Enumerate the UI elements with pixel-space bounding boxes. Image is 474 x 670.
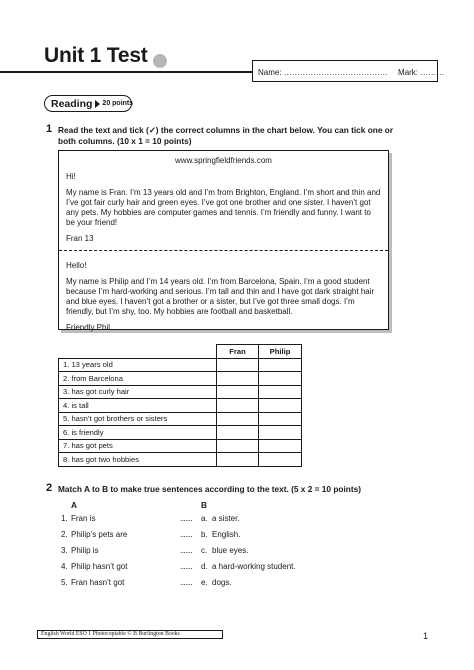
- match-row: [0, 545, 474, 556]
- question-2-number: 2: [46, 482, 53, 494]
- fran-tick-cell[interactable]: [217, 439, 259, 453]
- answer-blank[interactable]: .......: [180, 514, 193, 523]
- row-label: 4. is tall: [59, 399, 217, 413]
- match-letter: d.: [201, 562, 208, 571]
- match-number: 3.: [61, 546, 68, 555]
- philip-tick-cell[interactable]: [259, 412, 302, 426]
- table-row: [59, 412, 302, 426]
- philip-signature: Friendly Phil: [66, 323, 111, 332]
- answer-blank[interactable]: .......: [180, 546, 193, 555]
- website-url: www.springfieldfriends.com: [175, 156, 272, 165]
- question-1-instruction-line1: Read the text and tick (✓) the correct columns in the chart below. You can tick one or: [58, 125, 394, 135]
- page-number: 1: [423, 631, 429, 641]
- question-1-instruction-line2: both columns. (10 x 1 = 10 points): [58, 136, 192, 146]
- philip-tick-cell[interactable]: [259, 453, 302, 467]
- philip-tick-cell[interactable]: [259, 439, 302, 453]
- match-a-text: Fran is: [71, 514, 96, 523]
- match-a-text: Fran hasn’t got: [71, 578, 125, 587]
- column-philip: Philip: [259, 345, 302, 359]
- match-a-text: Philip hasn’t got: [71, 562, 128, 571]
- match-letter: a.: [201, 514, 208, 523]
- match-b-text: blue eyes.: [212, 546, 249, 555]
- fran-tick-cell[interactable]: [217, 412, 259, 426]
- philip-tick-cell[interactable]: [259, 399, 302, 413]
- match-number: 5.: [61, 578, 68, 587]
- match-a-text: Philip is: [71, 546, 99, 555]
- fran-greeting: Hi!: [66, 172, 76, 181]
- copyright-footer: English World ESO 1 Photocopiable © B Burlington Books: [37, 630, 223, 639]
- name-field[interactable]: Name: …………………………………: [258, 68, 388, 77]
- mark-field[interactable]: Mark: ………: [398, 68, 445, 77]
- match-row: [0, 561, 474, 572]
- title-dot: [153, 54, 167, 68]
- row-label: 3. has got curly hair: [59, 385, 217, 399]
- answer-blank[interactable]: .......: [180, 530, 193, 539]
- table-row: [59, 385, 302, 399]
- fran-tick-cell[interactable]: [217, 358, 259, 372]
- philip-tick-cell[interactable]: [259, 372, 302, 386]
- match-b-text: dogs.: [212, 578, 232, 587]
- match-number: 2.: [61, 530, 68, 539]
- tick-chart: [58, 344, 302, 467]
- match-row: [0, 513, 474, 524]
- section-points: 20 points: [102, 100, 134, 107]
- philip-tick-cell[interactable]: [259, 385, 302, 399]
- table-row: [59, 372, 302, 386]
- philip-tick-cell[interactable]: [259, 358, 302, 372]
- message-divider: [59, 250, 388, 251]
- fran-tick-cell[interactable]: [217, 426, 259, 440]
- philip-tick-cell[interactable]: [259, 426, 302, 440]
- match-b-text: a sister.: [212, 514, 240, 523]
- fran-tick-cell[interactable]: [217, 453, 259, 467]
- name-mark-box: [252, 60, 445, 82]
- column-fran: Fran: [217, 345, 259, 359]
- question-1-number: 1: [46, 123, 53, 135]
- column-a-heading: A: [71, 500, 77, 510]
- match-letter: c.: [201, 546, 208, 555]
- table-row: [59, 439, 302, 453]
- fran-tick-cell[interactable]: [217, 385, 259, 399]
- reading-section-badge: [44, 95, 132, 112]
- answer-blank[interactable]: .......: [180, 578, 193, 587]
- match-row: [0, 577, 474, 588]
- fran-tick-cell[interactable]: [217, 372, 259, 386]
- fran-signature: Fran 13: [66, 234, 94, 243]
- match-b-text: a hard-working student.: [212, 562, 296, 571]
- column-b-heading: B: [201, 500, 207, 510]
- table-row: [59, 426, 302, 440]
- table-row: [59, 453, 302, 467]
- fran-message: My name is Fran. I’m 13 years old and I’m from Brighton, England. I’m short and thin and I’ve got fair curly hair and green eyes. I’ve got one brother and one sister. I haven’t got any pets. My hobbies are computer games and tennis. I’m friendly and funny. I want to be your friend!: [66, 188, 381, 227]
- match-b-text: English.: [212, 530, 241, 539]
- match-a-text: Philip’s pets are: [71, 530, 128, 539]
- reading-text-box: [58, 150, 389, 330]
- match-letter: b.: [201, 530, 208, 539]
- row-label: 7. has got pets: [59, 439, 217, 453]
- table-row: [59, 399, 302, 413]
- section-label: Reading: [51, 97, 93, 110]
- philip-greeting: Hello!: [66, 261, 87, 270]
- row-label: 6. is friendly: [59, 426, 217, 440]
- table-row: [59, 358, 302, 372]
- match-number: 4.: [61, 562, 68, 571]
- triangle-arrow-icon: [95, 100, 100, 108]
- row-label: 2. from Barcelona: [59, 372, 217, 386]
- page-title: Unit 1 Test: [44, 44, 148, 67]
- answer-blank[interactable]: .......: [180, 562, 193, 571]
- question-2-instruction: Match A to B to make true sentences according to the text. (5 x 2 = 10 points): [58, 484, 361, 494]
- match-row: [0, 529, 474, 540]
- fran-tick-cell[interactable]: [217, 399, 259, 413]
- title-rule: [0, 71, 252, 73]
- match-letter: e.: [201, 578, 208, 587]
- match-number: 1.: [61, 514, 68, 523]
- chart-header-row: [59, 345, 302, 359]
- row-label: 1. 13 years old: [59, 358, 217, 372]
- row-label: 8. has got two hobbies: [59, 453, 217, 467]
- philip-message: My name is Philip and I’m 14 years old. I’m from Barcelona, Spain. I’m a good student because I’m hard-working and serious. I’m tall and thin and I have got dark straight hair and blue eyes. I haven’t got a brother or a sister, but I’ve got three small dogs. I’m friendly, but I’m shy, too. My hobbies are football and basketball.: [66, 277, 375, 316]
- row-label: 5. hasn’t got brothers or sisters: [59, 412, 217, 426]
